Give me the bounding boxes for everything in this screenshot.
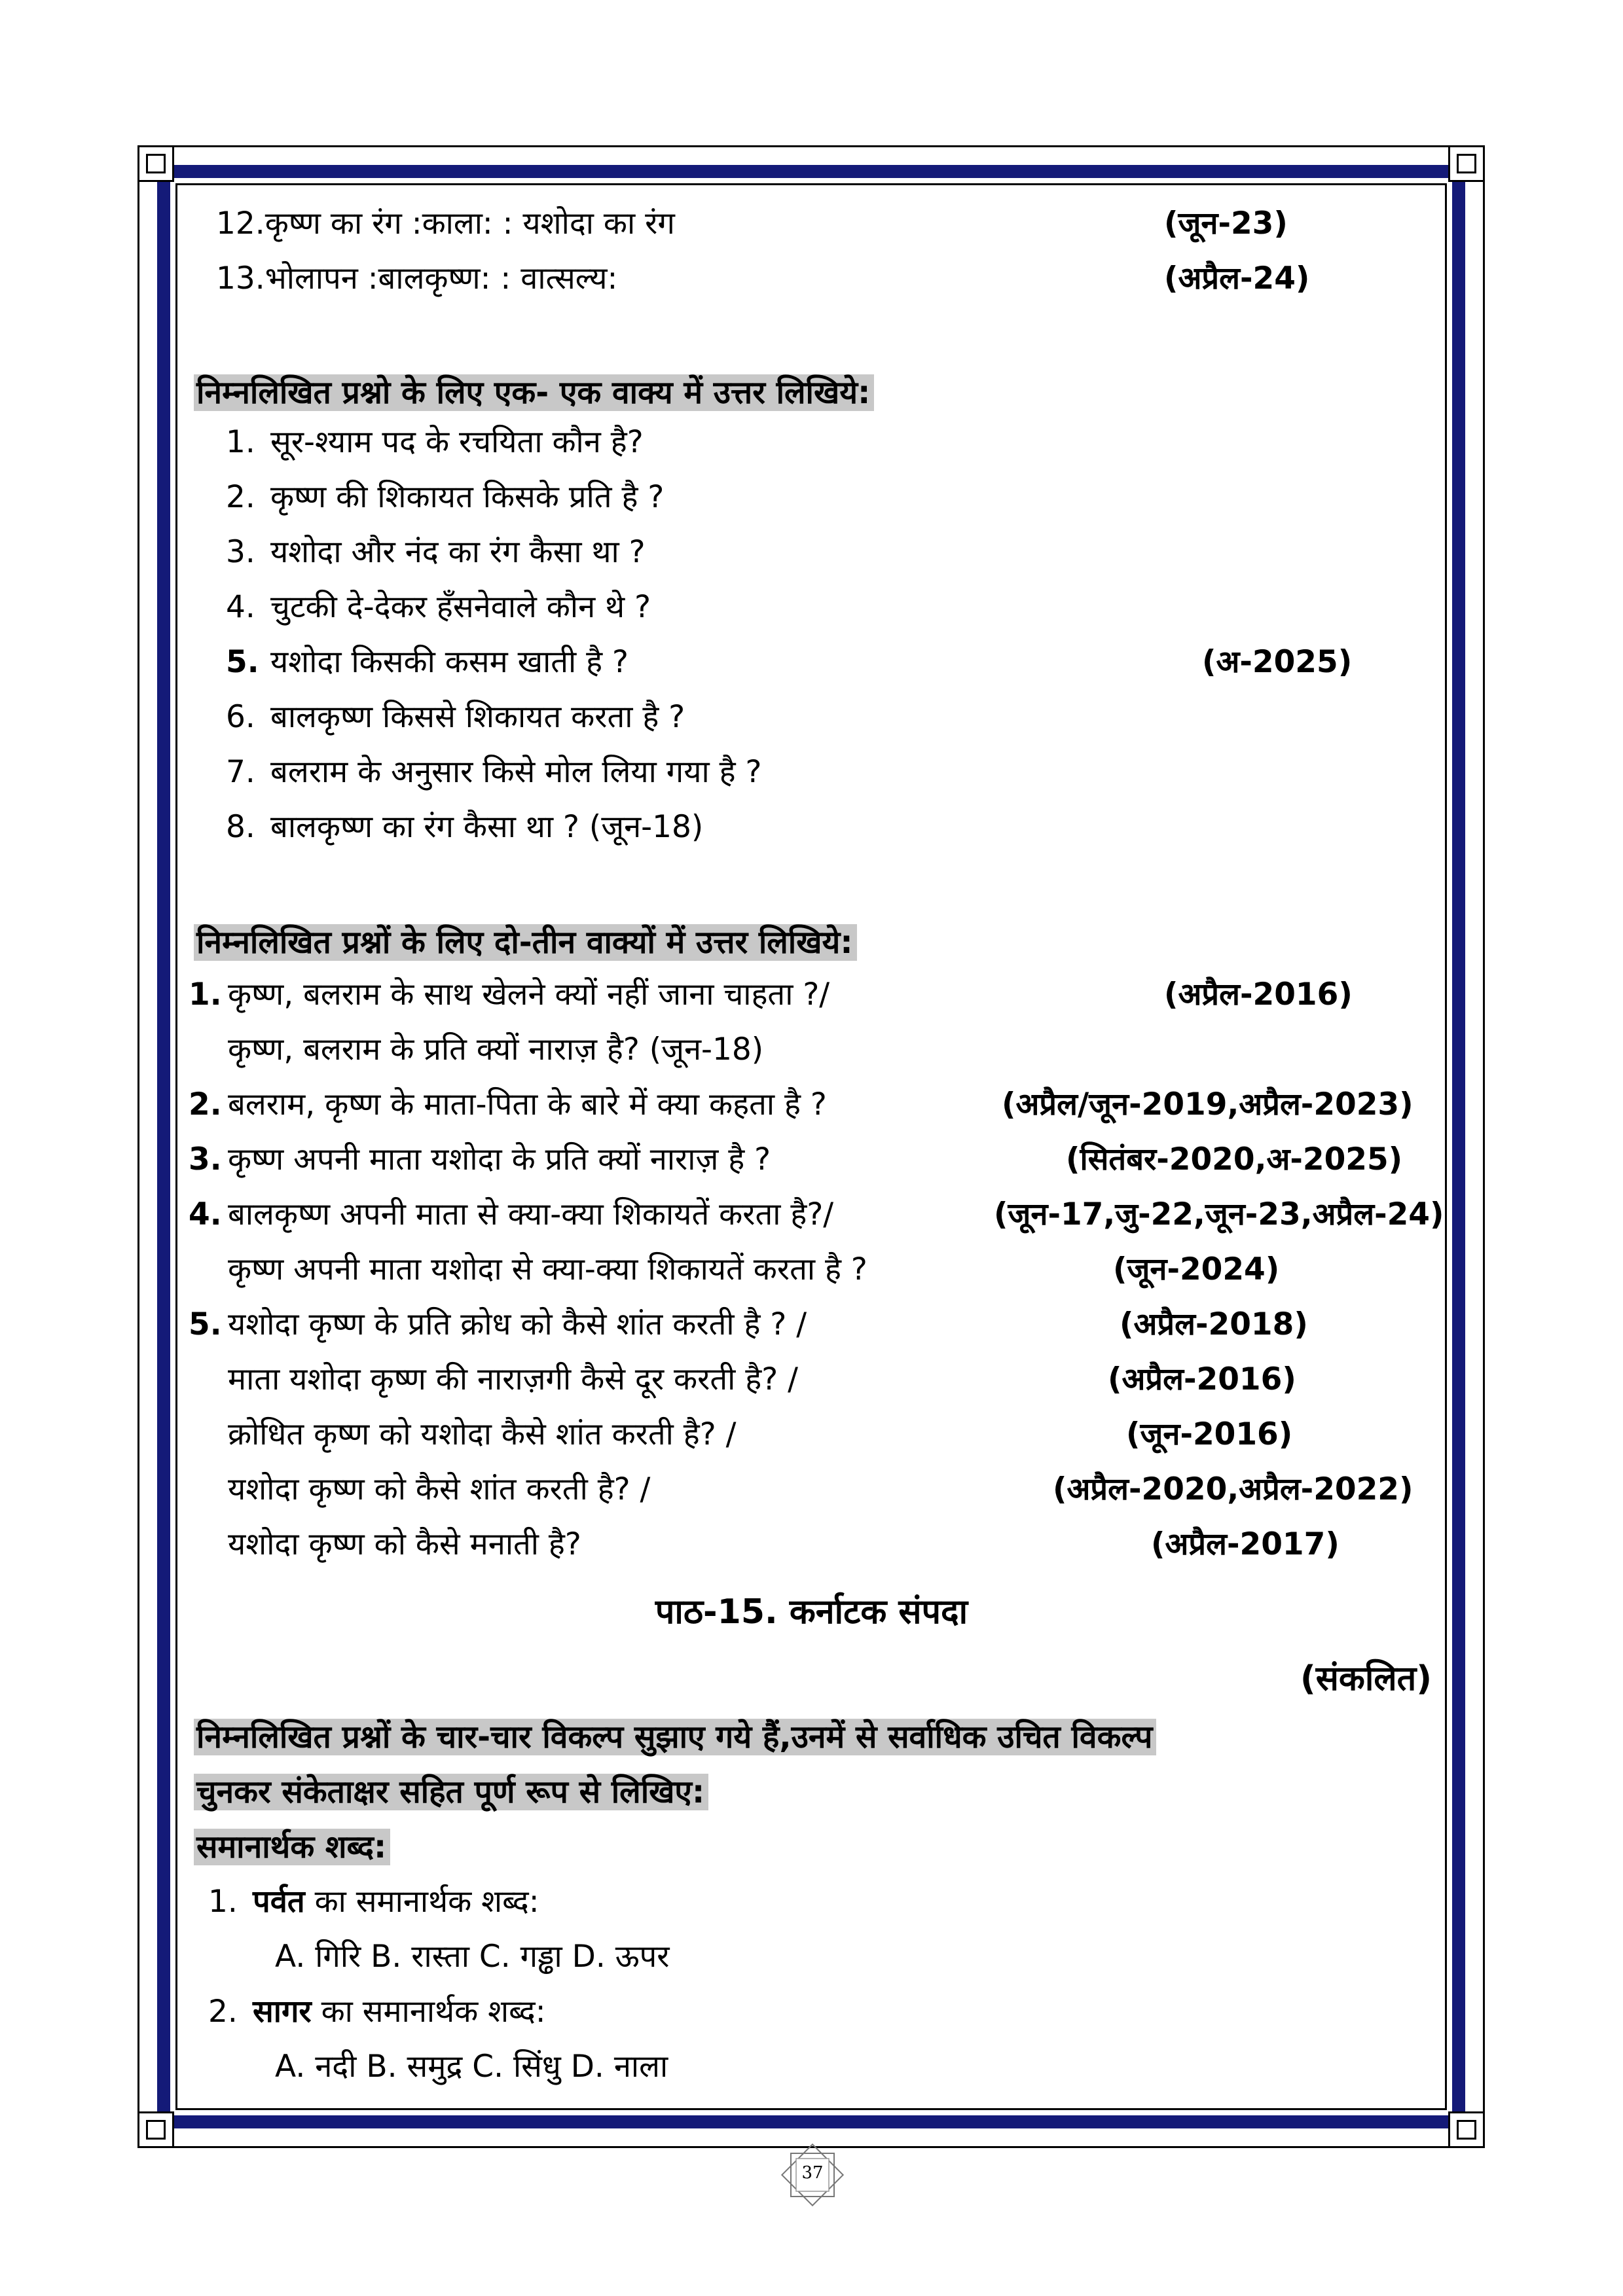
question-line: कृष्ण अपनी माता यशोदा से क्या-क्या शिकायतें करता है ? xyxy=(228,1251,867,1287)
exam-reference: (अप्रैल-24) xyxy=(1164,260,1310,296)
mcq-question: 1. पर्वत का समानार्थक शब्द: xyxy=(208,1884,539,1920)
mcq-question: 2. सागर का समानार्थक शब्द: xyxy=(208,1994,546,2030)
matching-question: 13.भोलापन :बालकृष्ण: : वात्सल्य: xyxy=(216,260,618,296)
exam-reference: (अप्रैल-2016) xyxy=(1108,1361,1296,1397)
list-item: 8. बालकृष्ण का रंग कैसा था ? (जून-18) xyxy=(226,809,704,845)
matching-question: 12.कृष्ण का रंग :काला: : यशोदा का रंग xyxy=(216,206,675,242)
exam-reference: (अप्रैल-2016) xyxy=(1164,977,1353,1013)
list-item: 4. चुटकी दे-देकर हँसनेवाले कौन थे ? xyxy=(226,589,651,625)
list-item: 1. सूर-श्याम पद के रचयिता कौन है? xyxy=(226,424,644,460)
frame-corner-ornament xyxy=(1448,145,1485,182)
question-line: कृष्ण, बलराम के प्रति क्यों नाराज़ है? (जून-18) xyxy=(228,1031,764,1067)
mcq-options: A. गिरि B. रास्ता C. गड्ढा D. ऊपर xyxy=(275,1939,670,1975)
question-line: 1. कृष्ण, बलराम के साथ खेलने क्यों नहीं जाना चाहता ?/ xyxy=(189,977,830,1013)
lesson-title: पाठ-15. कर्नाटक संपदा xyxy=(655,1592,968,1632)
list-item: 3. यशोदा और नंद का रंग कैसा था ? xyxy=(226,534,646,570)
exam-reference: (जून-2016) xyxy=(1126,1416,1293,1452)
frame-corner-ornament xyxy=(137,2111,174,2148)
list-item: 5. यशोदा किसकी कसम खाती है ? xyxy=(226,644,629,680)
frame-corner-ornament xyxy=(137,145,174,182)
question-line: यशोदा कृष्ण को कैसे मनाती है? xyxy=(228,1526,581,1562)
page-number: 37 xyxy=(801,2163,824,2183)
question-line: 2. बलराम, कृष्ण के माता-पिता के बारे में क्या कहता है ? xyxy=(189,1086,827,1122)
exam-reference: (जून-2024) xyxy=(1113,1251,1280,1287)
question-line: यशोदा कृष्ण को कैसे शांत करती है? / xyxy=(228,1471,651,1507)
section-heading: निम्नलिखित प्रश्नों के चार-चार विकल्प सुझाए गये हैं,उनमें से सर्वाधिक उचित विकल्प xyxy=(194,1717,1156,1757)
question-line: 4. बालकृष्ण अपनी माता से क्या-क्या शिकायतें करता है?/ xyxy=(189,1196,834,1232)
question-line: माता यशोदा कृष्ण की नाराज़गी कैसे दूर करती है? / xyxy=(228,1361,798,1397)
exam-reference: (सितंबर-2020,अ-2025) xyxy=(1066,1141,1403,1177)
question-line: 5. यशोदा कृष्ण के प्रति क्रोध को कैसे शांत करती है ? / xyxy=(189,1306,807,1342)
list-item: 6. बालकृष्ण किससे शिकायत करता है ? xyxy=(226,699,685,735)
exam-reference: (जून-23) xyxy=(1164,206,1288,242)
exam-reference: (अप्रैल-2017) xyxy=(1151,1526,1340,1562)
list-item: 7. बलराम के अनुसार किसे मोल लिया गया है ? xyxy=(226,754,762,790)
sub-heading: समानार्थक शब्द: xyxy=(194,1827,390,1867)
frame-corner-ornament xyxy=(1448,2111,1485,2148)
question-line: 3. कृष्ण अपनी माता यशोदा के प्रति क्यों नाराज़ है ? xyxy=(189,1141,771,1177)
lesson-subtitle: (संकलित) xyxy=(1300,1659,1432,1698)
exam-reference: (जून-17,जु-22,जून-23,अप्रैल-24) xyxy=(994,1196,1444,1232)
section-heading-continued: चुनकर संकेताक्षर सहित पूर्ण रूप से लिखिए: xyxy=(194,1772,708,1812)
list-item: 2. कृष्ण की शिकायत किसके प्रति है ? xyxy=(226,479,665,515)
exam-reference: (अ-2025) xyxy=(1202,644,1353,680)
question-line: क्रोधित कृष्ण को यशोदा कैसे शांत करती है? / xyxy=(228,1416,737,1452)
exam-reference: (अप्रैल-2018) xyxy=(1120,1306,1308,1342)
section-heading: निम्नलिखित प्रश्नों के लिए दो-तीन वाक्यों में उत्तर लिखिये: xyxy=(194,923,857,963)
mcq-options: A. नदी B. समुद्र C. सिंधु D. नाला xyxy=(275,2049,668,2085)
exam-reference: (अप्रैल-2020,अप्रैल-2022) xyxy=(1053,1471,1413,1507)
exam-reference: (अप्रैल/जून-2019,अप्रैल-2023) xyxy=(1002,1086,1413,1122)
section-heading: निम्नलिखित प्रश्नो के लिए एक- एक वाक्य में उत्तर लिखिये: xyxy=(194,373,874,413)
